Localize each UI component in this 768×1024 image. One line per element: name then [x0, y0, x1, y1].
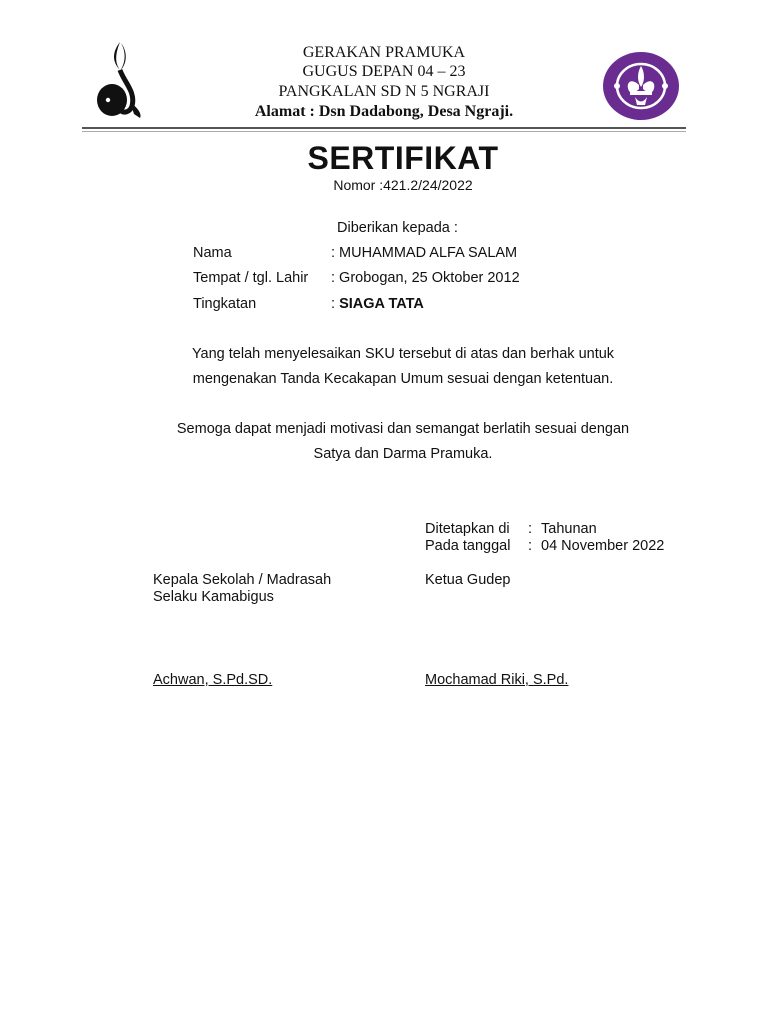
certificate-title: SERTIFIKAT	[307, 140, 499, 176]
address: Alamat : Dsn Dadabong, Desa Ngraji.	[254, 103, 514, 120]
field-label-nama: Nama	[193, 245, 232, 261]
pangkalan-name: PANGKALAN SD N 5 NGRAJI	[278, 83, 490, 100]
certificate-number: Nomor :421.2/24/2022	[333, 177, 473, 193]
issued-place-label: Ditetapkan di	[425, 521, 510, 537]
left-signer-title2: Selaku Kamabigus	[153, 589, 274, 605]
field-sep-tingkatan: :	[331, 296, 340, 312]
paragraph2-line2: Satya dan Darma Pramuka.	[313, 446, 493, 462]
paragraph1-line2: mengenakan Tanda Kecakapan Umum sesuai dengan ketentuan.	[192, 371, 614, 387]
paragraph1-line1: Yang telah menyelesaikan SKU tersebut di atas dan berhak untuk	[191, 346, 615, 362]
field-value-tingkatan	[331, 296, 424, 313]
field-value-nama: : MUHAMMAD ALFA SALAM	[331, 245, 518, 261]
issued-date-sep: :	[528, 538, 533, 554]
field-label-tingkatan: Tingkatan	[193, 296, 257, 312]
right-signer-name: Mochamad Riki, S.Pd.	[425, 672, 569, 688]
left-signer-name: Achwan, S.Pd.SD.	[153, 672, 273, 688]
issued-place-value: Tahunan	[541, 521, 597, 537]
tingkatan-value: SIAGA TATA	[339, 296, 424, 312]
header-divider	[82, 127, 686, 129]
issued-place-sep: :	[528, 521, 533, 537]
gudep-number: GUGUS DEPAN 04 – 23	[302, 63, 466, 80]
field-label-ttl: Tempat / tgl. Lahir	[193, 270, 309, 286]
given-to-label: Diberikan kepada :	[337, 220, 458, 236]
left-signer-title: Kepala Sekolah / Madrasah	[153, 572, 332, 588]
field-value-ttl: : Grobogan, 25 Oktober 2012	[331, 270, 520, 286]
paragraph2-line1: Semoga dapat menjadi motivasi dan semangat berlatih sesuai dengan	[176, 421, 630, 437]
right-signer-title: Ketua Gudep	[425, 572, 511, 588]
org-name: GERAKAN PRAMUKA	[302, 44, 466, 61]
issued-date-value: 04 November 2022	[541, 538, 665, 554]
header-divider-thin	[82, 131, 686, 132]
issued-date-label: Pada tanggal	[425, 538, 511, 554]
